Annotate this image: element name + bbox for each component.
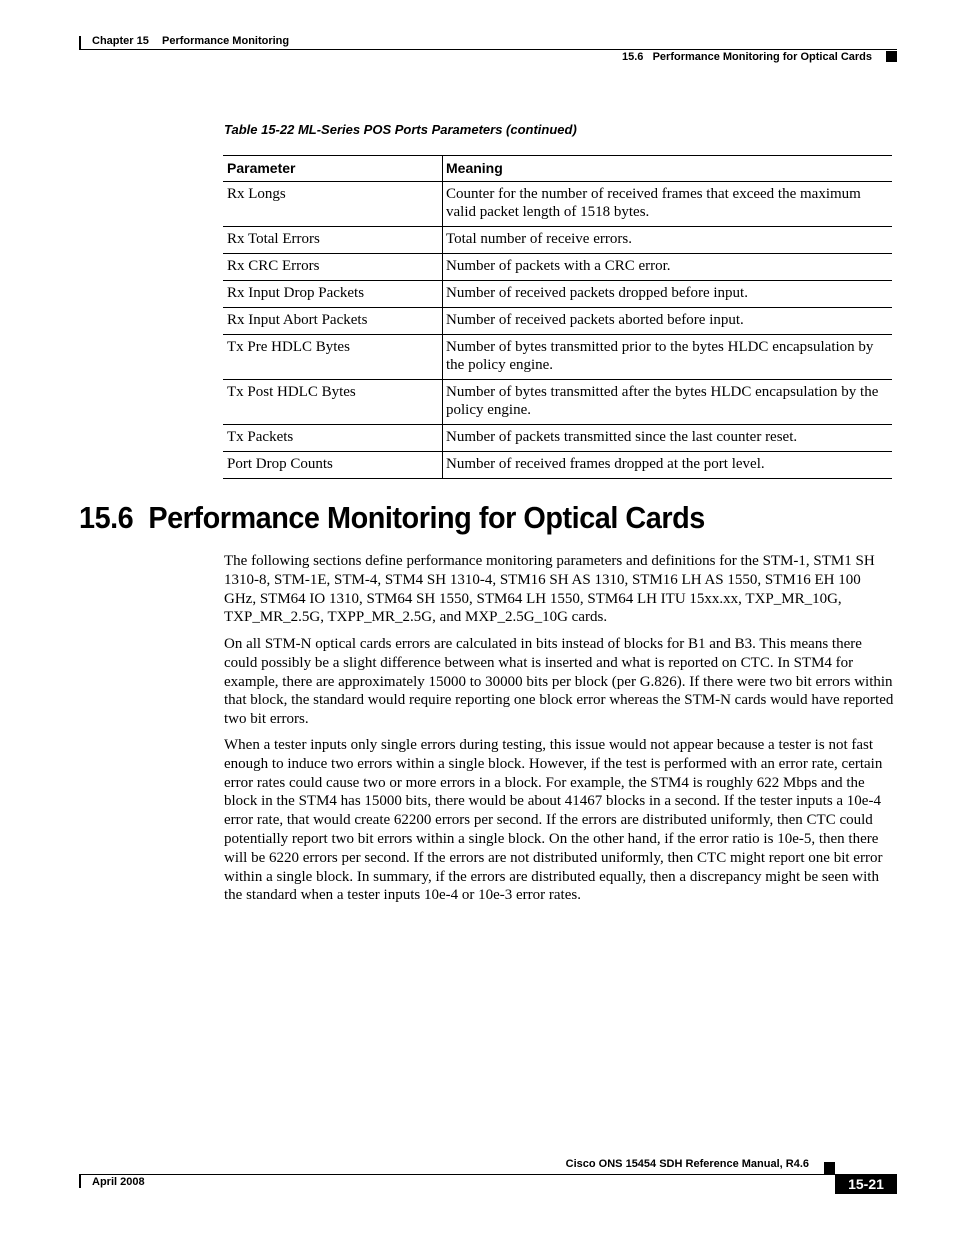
footer-page-number: 15-21 (848, 1176, 884, 1192)
header-horizontal-rule (79, 49, 897, 50)
footer-horizontal-rule (79, 1174, 897, 1175)
footer-left-vertical-rule (79, 1174, 81, 1188)
body-paragraph-1: The following sections define performance monitoring parameters and definitions for the STM-1, STM1 SH 1310-8, STM-1E, STM-4, STM4 SH 1310-4, STM16 SH AS 1310, STM16 LH AS 1550, STM16 EH 100 GHz, STM64 IO 1310, STM64 SH 1550, STM64 LH 1550, STM64 LH ITU 15xx.xx, TXP_MR_10G, TXP_MR_2.5G, TXPP_MR_2.5G, and MXP_2.5G_10G cards. (224, 553, 875, 626)
header-chapter-title: Performance Monitoring (162, 35, 290, 47)
parameter-cell: Rx Input Drop Packets (223, 281, 443, 308)
header-chapter: Chapter 15 (92, 35, 149, 47)
table-row (223, 254, 892, 281)
table-row (223, 281, 892, 308)
table-row (223, 335, 892, 380)
parameter-cell: Rx Input Abort Packets (223, 308, 443, 335)
table-row (223, 308, 892, 335)
table-row (223, 380, 892, 425)
meaning-cell: Number of received frames dropped at the port level. (443, 452, 893, 479)
column-header-parameter: Parameter (223, 156, 443, 182)
table-row (223, 425, 892, 452)
meaning-cell: Number of received packets dropped before input. (443, 281, 893, 308)
meaning-cell: Number of packets transmitted since the last counter reset. (443, 425, 893, 452)
header-section-ref: 15.6 Performance Monitoring for Optical Cards (622, 51, 872, 63)
meaning-cell: Number of bytes transmitted prior to the bytes HLDC encapsulation by the policy engine. (443, 335, 893, 380)
meaning-cell: Number of packets with a CRC error. (443, 254, 893, 281)
parameter-cell: Rx Longs (223, 182, 443, 227)
meaning-cell: Number of received packets aborted before input. (443, 308, 893, 335)
table-row (223, 182, 892, 227)
body-paragraph-2: On all STM-N optical cards errors are calculated in bits instead of blocks for B1 and B3. This means there could possibly be a slight difference between what is inserted and what is reported on CTC. In STM4 for example, there are approximately 15000 to 30000 bits per block (per G.826). If there were two bit errors within that block, the standard would require reporting one block error whereas the STM-N cards would have reported two bit errors. (224, 636, 894, 728)
parameter-cell: Tx Pre HDLC Bytes (223, 335, 443, 380)
parameter-cell: Tx Packets (223, 425, 443, 452)
meaning-cell: Total number of receive errors. (443, 227, 893, 254)
table-row (223, 227, 892, 254)
table-caption: Table 15-22 ML-Series POS Ports Parameters (continued) (224, 122, 577, 137)
table-row (223, 452, 892, 479)
footer-date: April 2008 (92, 1176, 145, 1188)
meaning-cell: Number of bytes transmitted after the bytes HLDC encapsulation by the policy engine. (443, 380, 893, 425)
parameter-cell: Rx Total Errors (223, 227, 443, 254)
parameter-cell: Tx Post HDLC Bytes (223, 380, 443, 425)
header-left-vertical-rule (79, 36, 81, 50)
footer-page-number-box (835, 1175, 897, 1194)
footer-page-tab-top (824, 1162, 835, 1174)
footer-manual-title: Cisco ONS 15454 SDH Reference Manual, R4.6 (565, 1158, 809, 1170)
body-paragraph-3: When a tester inputs only single errors during testing, this issue would not appear because a tester is not fast enough to induce two errors within a single block. However, if the test is performed with an error rate, certain error rates could cause two or more errors in a block. For example, the STM4 is roughly 622 Mbps and the block in the STM4 has 15000 bits, there would be about 41467 blocks in a second. If the tester inputs a 10e-4 error rate, that would create 62200 errors per second. If the errors are distributed uniformly, then CTC could potentially report two bit errors within a single block. On the other hand, if the error ratio is 10e-5, then there will be 6220 errors per second. If the errors are not distributed uniformly, then CTC might report one bit error within a single block. In summary, if the errors are distributed equally, then a discrepancy might be seen with the standard when a tester inputs 10e-4 or 10e-3 error rates. (224, 737, 883, 904)
table-header-row (223, 156, 892, 182)
parameter-cell: Port Drop Counts (223, 452, 443, 479)
parameters-table (223, 155, 892, 479)
header-black-tab (886, 51, 897, 62)
section-heading: 15.6 Performance Monitoring for Optical Cards (79, 500, 705, 535)
parameter-cell: Rx CRC Errors (223, 254, 443, 281)
meaning-cell: Counter for the number of received frames that exceed the maximum valid packet length of 1518 bytes. (443, 182, 893, 227)
column-header-meaning: Meaning (443, 156, 893, 182)
